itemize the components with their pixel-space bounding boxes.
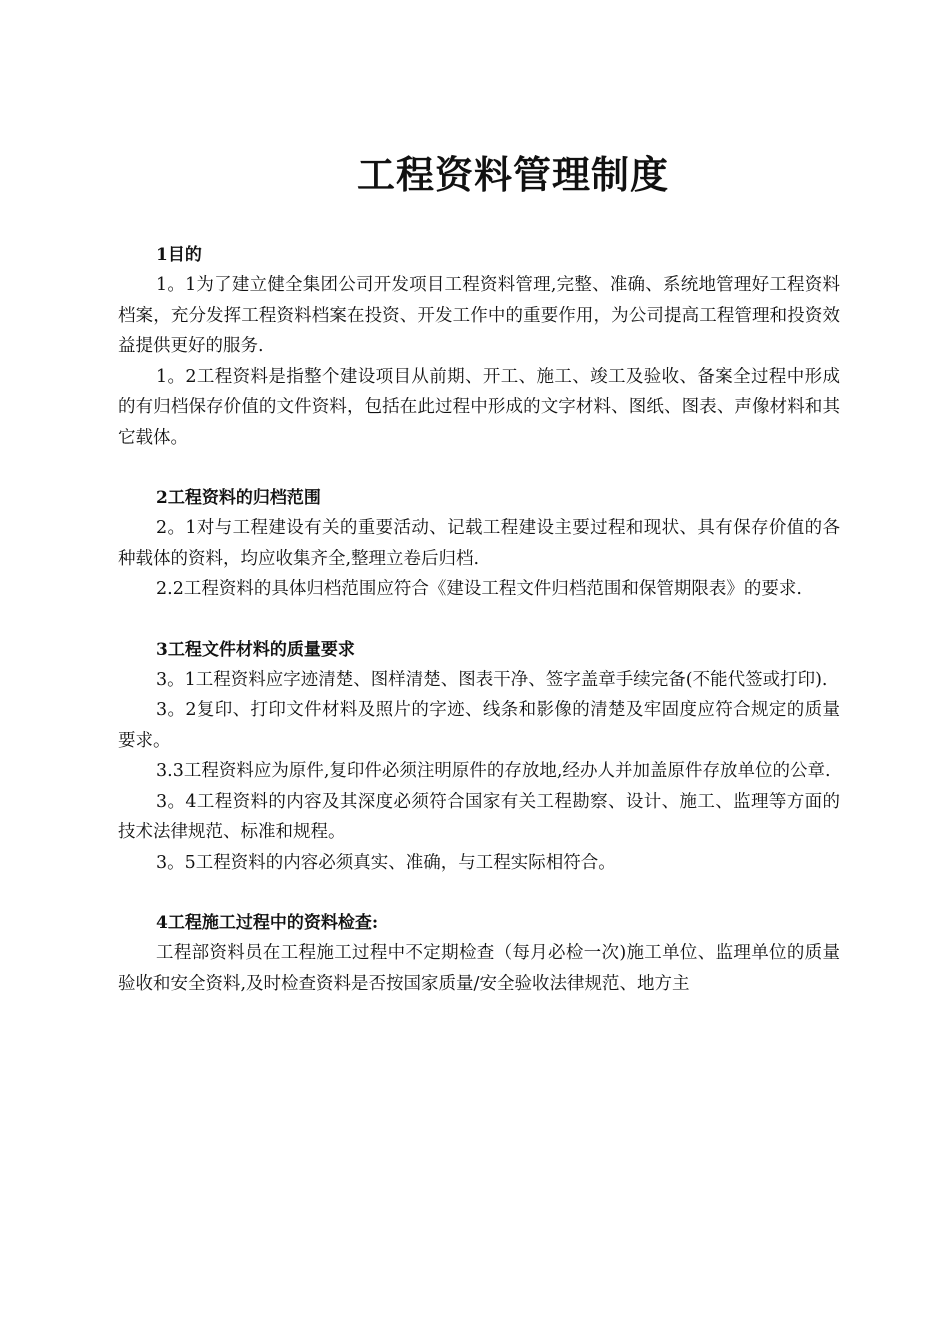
paragraph: 3.3工程资料应为原件,复印件必须注明原件的存放地,经办人并加盖原件存放单位的公章. bbox=[156, 761, 831, 781]
paragraph: 3。5工程资料的内容必须真实、准确，与工程实际相符合。 bbox=[156, 852, 616, 873]
section-purpose bbox=[118, 240, 840, 453]
paragraph: 2。1对与工程建设有关的重要活动、记载工程建设主要过程和现状、具有保存价值的各种载体的资料，均应收集齐全,整理立卷后归档. bbox=[118, 518, 840, 569]
document-title: 工程资料管理制度 bbox=[356, 152, 669, 197]
section-spacer bbox=[118, 605, 840, 635]
paragraph: 2.2工程资料的具体归档范围应符合《建设工程文件归档范围和保管期限表》的要求. bbox=[156, 579, 802, 599]
section-heading: 2工程资料的归档范围 bbox=[156, 488, 321, 508]
paragraph: 1。2工程资料是指整个建设项目从前期、开工、施工、竣工及验收、备案全过程中形成的有归档保存价值的文件资料，包括在此过程中形成的文字材料、图纸、图表、声像材料和其它载体。 bbox=[118, 366, 840, 448]
section-inspection bbox=[118, 908, 840, 999]
section-heading: 3工程文件材料的质量要求 bbox=[156, 639, 355, 660]
section-spacer bbox=[118, 878, 840, 908]
section-spacer bbox=[118, 453, 840, 483]
paragraph: 3。2复印、打印文件材料及照片的字迹、线条和影像的清楚及牢固度应符合规定的质量要求。 bbox=[118, 700, 840, 751]
paragraph: 1。1为了建立健全集团公司开发项目工程资料管理,完整、准确、系统地管理好工程资料档案，充分发挥工程资料档案在投资、开发工作中的重要作用，为公司提高工程管理和投资效益提供更好的服务. bbox=[118, 275, 840, 356]
section-archive-scope bbox=[118, 483, 840, 605]
paragraph: 3。1工程资料应字迹清楚、图样清楚、图表干净、签字盖章手续完备(不能代签或打印). bbox=[156, 669, 828, 690]
section-heading: 4工程施工过程中的资料检查: bbox=[156, 913, 379, 933]
paragraph: 工程部资料员在工程施工过程中不定期检查（每月必检一次)施工单位、监理单位的质量验收和安全资料,及时检查资料是否按国家质量/安全验收法律规范、地方主 bbox=[118, 943, 840, 994]
paragraph: 3。4工程资料的内容及其深度必须符合国家有关工程勘察、设计、施工、监理等方面的技术法律规范、标准和规程。 bbox=[118, 791, 840, 842]
section-heading: 1目的 bbox=[156, 245, 202, 265]
section-quality-requirements bbox=[118, 635, 840, 879]
document-body bbox=[118, 240, 840, 999]
